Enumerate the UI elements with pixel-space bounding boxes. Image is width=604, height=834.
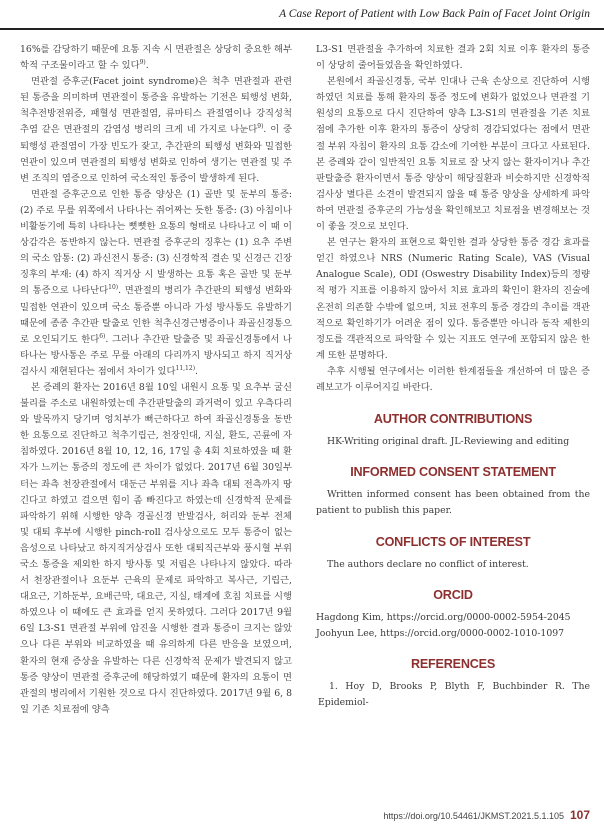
body-paragraph: 본원에서 좌골신경통, 국부 인대나 근육 손상으로 진단하여 시행하였던 치료를 통해 환자의 통증 정도에 변화가 없었으나 면관절 기원성의 요통으로 다시 진단하여 양측 L3-S1의 면관절을 기존 치료점에 추가한 이후 환자의 통증이 상당히 경감되었다는 점에서 면관절 부위 자침이 환자의 요통 감소에 기여한 부분이 크다고 사료된다. 본 증례와 같이 일반적인 요통 치료로 잘 낫지 않는 환자이거나 추간판탈출증 환자이면서 통증 양상이 해당질환과 비슷하지만 신경학적 검사상 별다른 소견이 발견되지 않을 때 통증 양상을 상세하게 파악하여 면관절 증후군의 가능성을 확인해보고 치료점을 변경해보는 것이 좋을 것으로 보인다.	[316, 76, 590, 233]
left-column	[20, 42, 292, 718]
orcid-line[interactable]: Hagdong Kim, https://orcid.org/0000-0002-5954-2045	[316, 611, 571, 623]
citation: 9)	[139, 59, 146, 66]
citation: 10)	[108, 284, 119, 292]
paragraph-text: 면관절 증후군(Facet joint syndrome)은 척추 면관절과 관련된 통증을 의미하며 면관절이 통증을 유발하는 기전은 퇴행성 변화, 척추전방전위증, 패혈성 면관절염, 류마티스 관절염이나 강직성척추염 같은 면관절의 감염성 병리의 크게 네 가지로 나눈다	[20, 76, 292, 136]
body-paragraph: 본 연구는 환자의 표현으로 확인한 결과 상당한 통증 경감 효과를 얻긴 하였으나 NRS (Numeric Rating Scale), VAS (Visual Analogue Scale), ODI (Oswestry Disability Index)등의 정량적 평가 지표를 이용하지 않아서 치료 효과의 확인이 환자의 진술에 온전히 의존할 수밖에 없으며, 치료 전후의 통증 경감의 추이를 객관적으로 확인하기가 어려운 점이 있다. 통증뿐만 아니라 동작 제한의 정도를 객관적으로 파악할 수 있는 지표도 연구에 포함되지 않은 한계 또한 분명하다.	[316, 237, 590, 361]
body-paragraph	[20, 380, 292, 718]
citation: 6)	[99, 332, 106, 340]
right-column	[316, 42, 590, 711]
body-paragraph: 추후 시행될 연구에서는 이러한 한계점들을 개선하여 더 많은 증례보고가 이루어지길 바란다.	[316, 365, 590, 393]
body-paragraph	[20, 42, 292, 74]
paragraph-text: 16%를 감당하기 때문에 요통 지속 시 면관절은 상당히 중요한 해부학적 구조물이라고 할 수 있다	[20, 44, 292, 72]
informed-consent-heading: INFORMED CONSENT STATEMENT	[350, 465, 556, 480]
page-header	[0, 0, 604, 30]
body-paragraph	[20, 187, 292, 380]
informed-consent-text: Written informed consent has been obtained from the patient to publish this paper.	[316, 489, 590, 517]
citation: 9)	[257, 123, 264, 131]
citation: 11,12)	[175, 364, 196, 372]
paragraph-text: .	[195, 365, 199, 377]
author-contributions-text: HK-Writing original draft. JL-Reviewing and editing	[327, 436, 570, 448]
body-paragraph: L3-S1 면관절을 추가하여 치료한 결과 2회 치료 이후 환자의 통증이 상당히 줄어들었음을 확인하였다.	[316, 44, 590, 72]
reference-item: 1. Hoy D, Brooks P, Blyth F, Buchbinder R. The Epidemiol-	[318, 681, 590, 709]
paragraph-text: . 면관절의 병리가 추간판의 퇴행성 변화와 밀접한 연관이 있으며 국소 통증뿐 아니라 가성 방사통도 유발하기 때문에 종종 추간판 탈출로 인한 척추신경근병증이나 좌골신경통으로 오인되기도 한다	[20, 285, 293, 345]
paragraph-text: . 그러나 추간판 탈출증 및 좌골신경통에서 나타나는 방사통은 주로 무릎 아래의 다리까지 방사되고 하지 직거상 검사시 재현된다는 점에서 차이가 있다	[20, 333, 292, 377]
page-footer	[383, 808, 590, 822]
conflicts-text: The authors declare no conflict of interest.	[327, 558, 529, 570]
paragraph-text: 본 증례의 환자는 2016년 8월 10일 내원시 요통 및 요추부 굴신불리를 주소로 내원하였는데 추간판탈출의 과거력이 있고 우측다리와 발목까지 당기며 엉치부가 뻐근하다고 하여 좌골신경통을 동반한 요통으로 진단하고 척추기립근, 천장인대, 지실, 환도, 곤륜에 자침하였다. 2016년 8월 10, 12, 16, 17일 총 4회 치료하였을 때 환자가 느끼는 통증의 정도에 큰 차이가 없었다. 2017년 6월 30일부터는 좌측 천장관절에서 대둔근 부위를 지나 좌측 대퇴 전측까지 땅긴다고 하였고 걸으면 힘이 좀 빠진다고 하였는데 신경학적 문제를 파악하기 위해 시행한 양측 경골신경 반발검사, 허리와 둔부 전체 및 대퇴 후부에 시행한 pinch-roll 검사상으로도 모두 통증이 없는 음성으로 나타났고 하지직거상검사 또한 대퇴직근부와 풍시혈 부위 국소 통증을 제외한 하지 방사통 및 저림은 나타나지 않았다. 따라서 천장관절이나 요둔부 근육의 문제로 파악하고 복사근, 기립근, 대요근, 기하둔부, 요배근막, 대요근, 지실, 태계에 호침 치료를 시행하였으나 이 때에도 큰 효과를 얻지 못하였다. 그러다 2017년 9월 6일 L3-S1 면관절 부위에 압진을 시행한 결과 통증이 크지는 않았으나 다른 부위와 비교하였을 때 유의하게 다른 반응을 보였으며, 환자의 현재 증상을 유발하는 다른 신경학적 문제가 발견되지 않고 통증 양상이 면관절 증후군에 해당하였기 때문에 환자의 요통이 면관절의 병리에서 기원한 것으로 다시 진단하였다. 2017년 9월 6, 8일 기존 치료점에 양측	[20, 381, 292, 715]
body-paragraph	[20, 74, 292, 187]
paragraph-text: . 이 중 퇴행성 관절염이 가장 빈도가 잦고, 추간판의 퇴행성 변화와 밀접한 연관이 있으며 면관절의 퇴행성 변화로 인하여 생기는 면관절 및 주변 조직의 염증으로 인하여 국소적인 통증이 발생하게 된다.	[20, 124, 293, 184]
doi-link[interactable]: https://doi.org/10.54461/JKMST.2021.5.1.105	[383, 811, 564, 821]
header-rule	[0, 28, 604, 30]
orcid-heading: ORCID	[433, 587, 473, 602]
author-contributions-heading: AUTHOR CONTRIBUTIONS	[373, 412, 533, 427]
paragraph-text: .	[145, 60, 149, 72]
references-heading: REFERENCES	[410, 657, 496, 671]
paragraph-text: 면관절 증후군으로 인한 통증 양상은 (1) 골반 및 둔부의 통증: (2) 주로 무릎 위쪽에서 나타나는 쥐어짜는 듯한 통증: (3) 아침이나 비활동기에 특히 나타나는 뻣뻣한 요통의 형태로 나타나고 이 때 이상감각은 동반하지 않는다. 면관절 증후군의 징후는 (1) 요추 주변의 국소 압통: (2) 과신전시 통증: (3) 신경학적 결손 및 신경근 긴장 징후의 부재: (4) 하지 직거상 시 발생하는 요통 혹은 골반 및 둔부의 통증으로 나타난다	[20, 188, 292, 297]
running-title: A Case Report of Patient with Low Back Pain of Facet Joint Origin	[279, 8, 590, 20]
orcid-line[interactable]: Joohyun Lee, https://orcid.org/0000-0002-1010-1097	[316, 627, 565, 639]
conflicts-heading: CONFLICTS OF INTEREST	[375, 534, 531, 549]
page-number: 107	[569, 808, 590, 822]
